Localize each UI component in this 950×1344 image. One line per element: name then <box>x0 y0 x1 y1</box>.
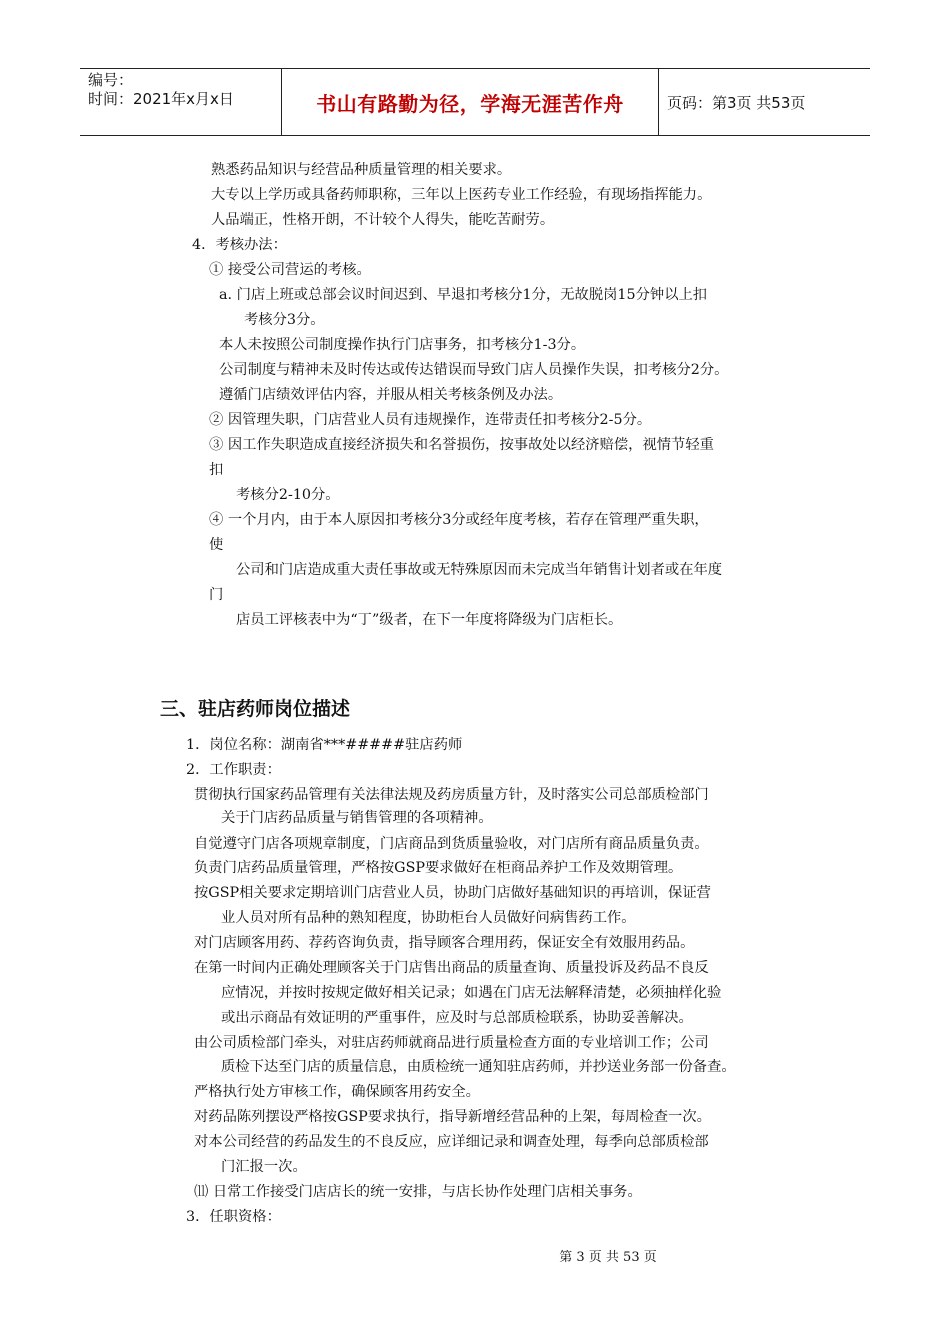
list-heading: 1．岗位名称：湖南省***#####驻店药师 <box>186 737 463 753</box>
body-line: a. 门店上班或总部会议时间迟到、早退扣考核分1分，无故脱岗15分钟以上扣 <box>219 287 708 303</box>
motto-text: 书山有路勤为径，学海无涯苦作舟 <box>316 91 624 116</box>
list-heading: 3．任职资格： <box>186 1209 281 1225</box>
body-line: ⑾ 日常工作接受门店店长的统一安排，与店长协作处理门店相关事务。 <box>194 1184 642 1200</box>
body-line: 按GSP相关要求定期培训门店营业人员，协助门店做好基础知识的再培训，保证营 <box>194 885 711 901</box>
section-title: 三、驻店药师岗位描述 <box>160 698 351 720</box>
body-line: 自觉遵守门店各项规章制度，门店商品到货质量验收，对门店所有商品质量负责。 <box>194 836 709 852</box>
body-line: 人品端正，性格开朗，不计较个人得失，能吃苦耐劳。 <box>211 212 555 228</box>
body-line: 质检下达至门店的质量信息，由质检统一通知驻店药师，并抄送业务部一份备查。 <box>221 1059 736 1075</box>
body-line: 考核分2-10分。 <box>236 487 340 503</box>
date-line: 时间：2021年x月x日 <box>88 90 234 108</box>
body-line: 负责门店药品质量管理，严格按GSP要求做好在柜商品养护工作及效期管理。 <box>194 860 683 876</box>
body-line: 或出示商品有效证明的严重事件，应及时与总部质检联系，协助妥善解决。 <box>221 1010 693 1026</box>
page-header <box>80 68 870 136</box>
body-line: 关于门店药品质量与销售管理的各项精神。 <box>221 810 493 826</box>
body-line: 由公司质检部门牵头，对驻店药师就商品进行质量检查方面的专业培训工作；公司 <box>194 1035 709 1051</box>
header-meta <box>80 69 282 135</box>
body-line: 严格执行处方审核工作，确保顾客用药安全。 <box>194 1084 480 1100</box>
list-heading: 2．工作职责： <box>186 762 281 778</box>
body-line: 公司和门店造成重大责任事故或无特殊原因而未完成当年销售计划者或在年度 <box>236 562 723 578</box>
body-line: 熟悉药品知识与经营品种质量管理的相关要求。 <box>211 162 512 178</box>
code-label: 编号： <box>88 71 134 89</box>
body-line: ③ 因工作失职造成直接经济损失和名誉损伤，按事故处以经济赔偿，视情节轻重 <box>209 437 714 453</box>
footer-page-number: 第 3 页 共 53 页 <box>559 1250 657 1265</box>
body-line: 业人员对所有品种的熟知程度，协助柜台人员做好问病售药工作。 <box>221 910 636 926</box>
body-line: 门汇报一次。 <box>221 1159 307 1175</box>
body-line: 应情况，并按时按规定做好相关记录；如遇在门店无法解释清楚，必须抽样化验 <box>221 985 722 1001</box>
body-line: 门 <box>209 587 224 603</box>
body-line: 本人未按照公司制度操作执行门店事务，扣考核分1-3分。 <box>219 337 586 353</box>
page-footer <box>0 1246 950 1265</box>
body-line: 店员工评核表中为“丁”级者，在下一年度将降级为门店柜长。 <box>236 612 623 628</box>
body-line: ② 因管理失职，门店营业人员有违规操作，连带责任扣考核分2-5分。 <box>209 412 652 428</box>
body-line: 考核分3分。 <box>244 312 325 328</box>
body-line: 在第一时间内正确处理顾客关于门店售出商品的质量查询、质量投诉及药品不良反 <box>194 960 709 976</box>
body-line: 扣 <box>209 462 224 478</box>
body-line: 对本公司经营的药品发生的不良反应，应详细记录和调查处理，每季向总部质检部 <box>194 1134 709 1150</box>
body-line: 大专以上学历或具备药师职称，三年以上医药专业工作经验，有现场指挥能力。 <box>211 187 712 203</box>
header-page-info <box>659 69 870 135</box>
body-line: 贯彻执行国家药品管理有关法律法规及药房质量方针，及时落实公司总部质检部门 <box>194 787 709 803</box>
body-line: 遵循门店绩效评估内容，并服从相关考核条例及办法。 <box>219 387 563 403</box>
body-line: 使 <box>209 537 224 553</box>
body-line: ④ 一个月内，由于本人原因扣考核分3分或经年度考核，若存在管理严重失职， <box>209 512 709 528</box>
page-info-text: 页码：第3页 共53页 <box>667 93 806 112</box>
body-line: 对门店顾客用药、荐药咨询负责，指导顾客合理用药，保证安全有效服用药品。 <box>194 935 695 951</box>
body-line: 公司制度与精神未及时传达或传达错误而导致门店人员操作失误，扣考核分2分。 <box>219 362 729 378</box>
header-motto-cell <box>282 69 659 135</box>
body-line: 对药品陈列摆设严格按GSP要求执行，指导新增经营品种的上架，每周检查一次。 <box>194 1109 711 1125</box>
body-line: ① 接受公司营运的考核。 <box>209 262 371 278</box>
list-heading: 4．考核办法： <box>192 237 287 253</box>
